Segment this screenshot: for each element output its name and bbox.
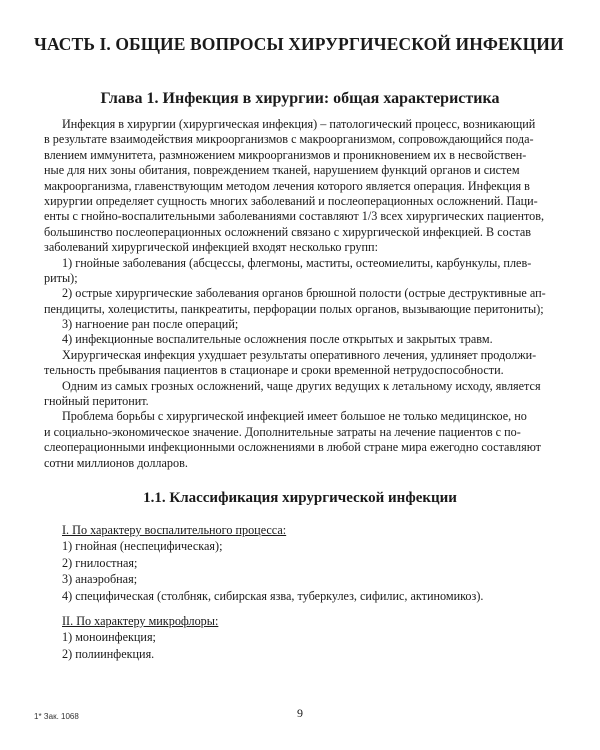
- text-line: Проблема борьбы с хирургической инфекцией имеет большое не только медицинское, но: [62, 409, 527, 424]
- section-title: 1.1. Классификация хирургической инфекции: [143, 490, 457, 506]
- list-item: 3) нагноение ран после операций;: [62, 317, 239, 332]
- list-item: 1) моноинфекция;: [62, 630, 156, 645]
- list-item: 2) полиинфекция.: [62, 646, 155, 661]
- part-title: ЧАСТЬ I. ОБЩИЕ ВОПРОСЫ ХИРУРГИЧЕСКОЙ ИНФЕКЦИИ: [34, 34, 564, 54]
- text-line: Инфекция в хирургии (хирургическая инфекция) – патологический процесс, возникающий: [62, 117, 536, 131]
- classification-heading: I. По характеру воспалительного процесса:: [62, 523, 287, 537]
- list-item: 1) гнойная (неспецифическая);: [62, 539, 223, 554]
- text-line: гнойный перитонит.: [44, 394, 149, 409]
- text-line: ные для них зоны обитания, повреждением тканей, нарушением функций органов и систем: [44, 163, 520, 178]
- classification-heading: II. По характеру микрофлоры:: [62, 613, 219, 628]
- page-number: 9: [297, 706, 303, 720]
- list-item: 4) инфекционные воспалительные осложнения после открытых и закрытых травм.: [62, 332, 493, 347]
- text-line: енты с гнойно-воспалительными заболеваниями составляют 1/3 всех хирургических пациентов,: [44, 209, 545, 224]
- list-item: 3) анаэробная;: [62, 572, 138, 587]
- text-line: Одним из самых грозных осложнений, чаще других ведущих к летальному исходу, является: [62, 378, 541, 393]
- spacer: [62, 604, 562, 613]
- text-line: тельность пребывания пациентов в стационаре и сроки временной нетрудоспособности.: [44, 363, 504, 378]
- body-text: [44, 117, 560, 471]
- classification-list: [62, 522, 562, 662]
- list-item: 4) специфическая (столбняк, сибирская язва, туберкулез, сифилис, актиномикоз).: [62, 588, 484, 603]
- text-line: заболеваний хирургической инфекцией входят несколько групп:: [44, 240, 378, 255]
- text-line: в результате взаимодействия микроорганизмов с макроорганизмом, сопровождающийся пода-: [44, 132, 534, 147]
- text-line: хирургии определяет сущность многих заболеваний и послеоперационных осложнений. Паци-: [44, 193, 538, 208]
- text-line: большинство послеоперационных осложнений связано с хирургической инфекцией. В состав: [44, 224, 532, 239]
- text-line: Хирургическая инфекция ухудшает результаты оперативного лечения, удлиняет продолжи-: [62, 347, 537, 362]
- text-line: и социально-экономическое значение. Дополнительные затраты на лечение пациентов с по-: [44, 424, 521, 439]
- text-line: пендициты, холециститы, панкреатиты, перфорации полых органов, вызывающие перитониты);: [44, 301, 544, 316]
- list-item: 1) гнойные заболевания (абсцессы, флегмоны, маститы, остеомиелиты, карбункулы, плев-: [62, 255, 532, 270]
- text-line: макроорганизма, главенствующим методом лечения которого является операция. Инфекция в: [44, 178, 530, 193]
- text-line: риты);: [44, 270, 78, 285]
- text-line: сотни миллионов долларов.: [44, 455, 188, 470]
- list-item: 2) острые хирургические заболевания органов брюшной полости (острые деструктивные ап-: [62, 286, 546, 301]
- chapter-title: Глава 1. Инфекция в хирургии: общая характеристика: [100, 90, 500, 107]
- text-line: слеоперационными инфекционными осложнениями в любой стране мира ежегодно составляют: [44, 440, 542, 455]
- list-item: 2) гнилостная;: [62, 555, 138, 570]
- text-line: влением иммунитета, размножением микроорганизмов и проникновением их в несвойствен-: [44, 147, 527, 162]
- print-mark: 1* Зак. 1068: [34, 712, 79, 721]
